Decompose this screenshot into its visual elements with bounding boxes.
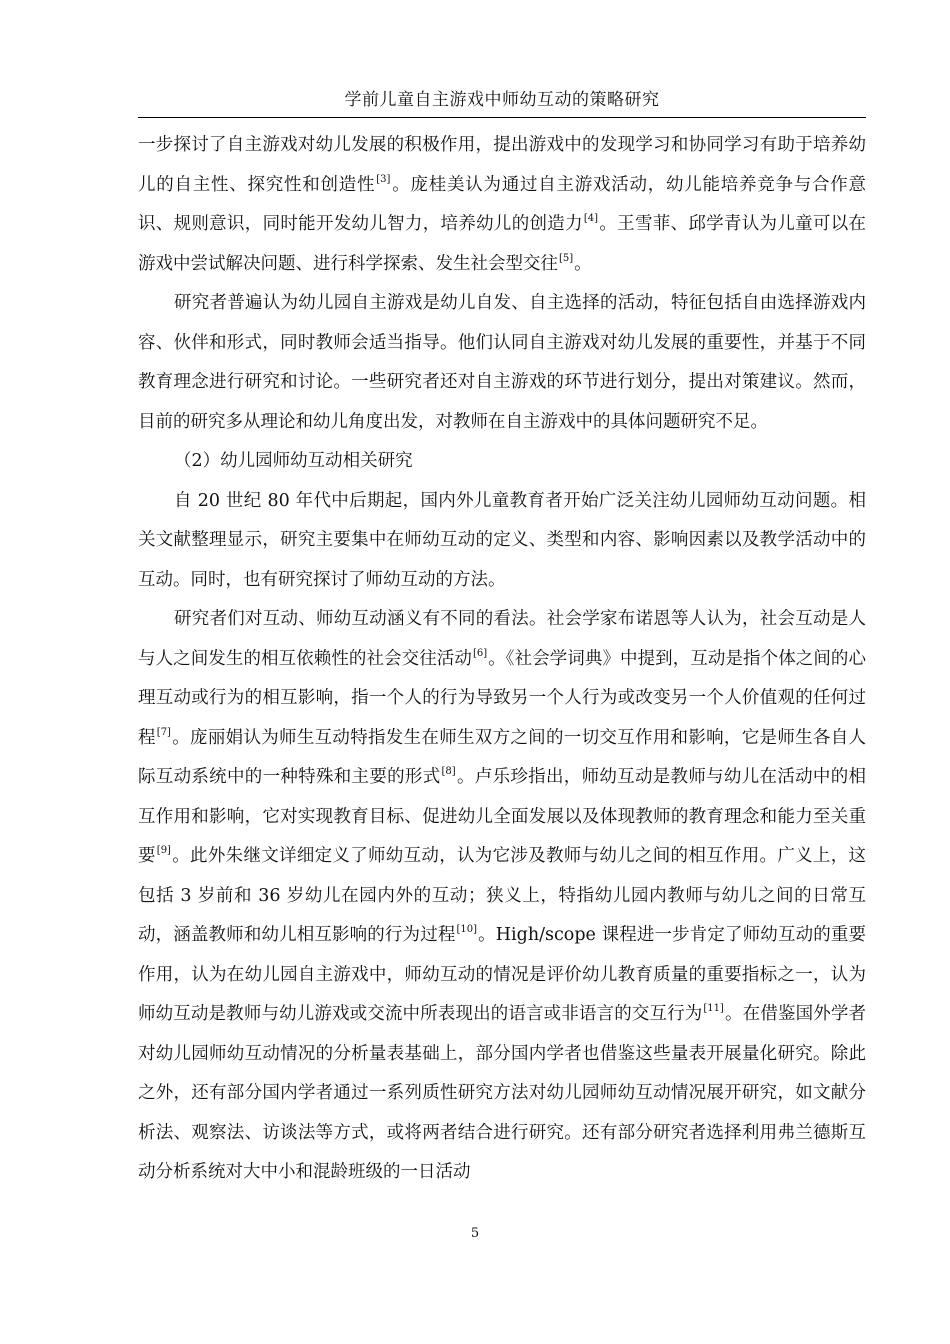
running-header: 学前儿童自主游戏中师幼互动的策略研究 — [344, 90, 660, 110]
paragraph — [138, 126, 866, 284]
text-run: 。《社会学词典》中提到，互动是指个体之间的心理互动或行为的相互影响，指一个人的行为导致另一个人行为或改变另一个人价值观的任何过程 — [138, 648, 867, 748]
header-rule — [138, 117, 866, 118]
text-run: （2）幼儿园师幼互动相关研究 — [174, 451, 413, 471]
text-run: 研究者普遍认为幼儿园自主游戏是幼儿自发、自主选择的活动，特征包括自由选择游戏内容、伙伴和形式，同时教师会适当指导。他们认同自主游戏对幼儿发展的重要性，并基于不同教育理念进行研究和讨论。一些研究者还对自主游戏的环节进行划分，提出对策建议。然而，目前的研究多从理论和幼儿角度出发，对教师在自主游戏中的具体问题研究不足。 — [138, 293, 866, 432]
citation-ref: [10] — [456, 924, 477, 935]
page-number: 5 — [470, 1226, 480, 1241]
text-run: 。High/scope 课程进一步肯定了师幼互动的重要作用，认为在幼儿园自主游戏中，师幼互动的情况是评价幼儿教育质量的重要指标之一，认为师幼互动是教师与幼儿游戏或交流中所表现出的语言或非语言的交互行为 — [138, 925, 866, 1024]
citation-ref: [7] — [156, 726, 171, 738]
text-run: 一步探讨了自主游戏对幼儿发展的积极作用，提出游戏中的发现学习和协同学习有助于培养幼儿的自主性、探究性和创造性 — [138, 135, 866, 195]
text-run: 自 20 世纪 80 年代中后期起，国内外儿童教育者开始广泛关注幼儿园师幼互动问题。相关文献整理显示，研究主要集中在师幼互动的定义、类型和内容、影响因素以及教学活动中的互动。同时，也有研究探讨了师幼互动的方法。 — [138, 490, 866, 590]
citation-ref: [9] — [156, 845, 171, 856]
text-run: 。在借鉴国外学者对幼儿园师幼互动情况的分析量表基础上，部分国内学者也借鉴这些量表开展量化研究。除此之外，还有部分国内学者通过一系列质性研究方法对幼儿园师幼互动情况展开研究，如文献分析法、观察法、访谈法等方式，或将两者结合进行研究。还有部分研究者选择利用弗兰德斯互动分析系统对大中小和混龄班级的一日活动 — [138, 1004, 866, 1182]
paragraph — [138, 600, 866, 1193]
paragraph — [138, 284, 866, 442]
text-run: 。卢乐珍指出，师幼互动是教师与幼儿在活动中的相互作用和影响，它对实现教育目标、促进幼儿全面发展以及体现教师的教育理念和能力至关重要 — [138, 767, 867, 866]
citation-ref: [11] — [703, 1003, 724, 1014]
citation-ref: [4] — [583, 213, 599, 224]
text-run: 。 — [574, 253, 592, 274]
citation-ref: [5] — [559, 252, 574, 264]
body-text — [138, 126, 866, 1193]
citation-ref: [3] — [376, 173, 391, 185]
citation-ref: [6] — [472, 647, 488, 659]
citation-ref: [8] — [441, 766, 456, 777]
text-run: 研究者们对互动、师幼互动涵义有不同的看法。社会学家布诺恩等人认为，社会互动是人与人之间发生的相互依赖性的社会交往活动 — [138, 609, 866, 669]
text-run: 。庞丽娟认为师生互动特指发生在师生双方之间的一切交互作用和影响，它是师生各自人际互动系统中的一种特殊和主要的形式 — [138, 727, 866, 787]
text-run: 。此外朱继文详细定义了师幼互动，认为它涉及教师与幼儿之间的相互作用。广义上，这包括 3 岁前和 36 岁幼儿在园内外的互动；狭义上，特指幼儿园内教师与幼儿之间的日常互动，涵盖教师和幼儿相互影响的行为过程 — [138, 846, 866, 945]
section-heading — [138, 442, 866, 482]
text-run: 。王雪菲、邱学青认为儿童可以在游戏中尝试解决问题、进行科学探索、发生社会型交往 — [138, 214, 866, 274]
text-run: 。庞桂美认为通过自主游戏活动，幼儿能培养竞争与合作意识、规则意识，同时能开发幼儿智力，培养幼儿的创造力 — [138, 174, 867, 234]
paragraph — [138, 482, 866, 601]
